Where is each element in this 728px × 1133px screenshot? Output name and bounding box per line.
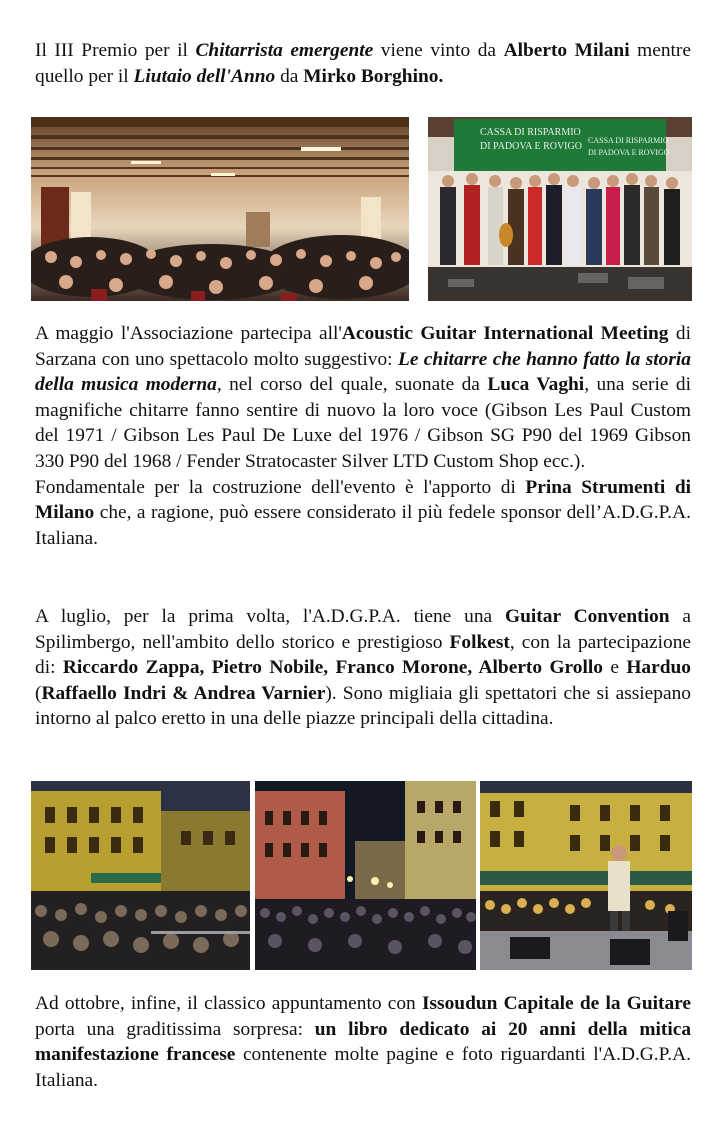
- text-run: Fondamentale per la costruzione dell'evento è l'apporto di: [35, 476, 526, 498]
- text-run: porta una graditissima sorpresa:: [35, 1018, 315, 1040]
- text-run: A maggio l'Associazione partecipa all': [35, 323, 342, 344]
- text-run: e: [602, 657, 627, 679]
- festival-name: Folkest: [449, 631, 510, 653]
- award-category-emergent: Chitarrista emergente: [195, 40, 374, 61]
- event-name: Issoudun Capitale de la Guitare: [421, 993, 692, 1014]
- award-category-luthier: Liutaio dell'Anno: [133, 65, 276, 87]
- photo-night-street-crowd: [255, 781, 476, 970]
- photo-night-stage-performer: [480, 781, 692, 970]
- text-run: ). Sono migliaia gli spettatori che si assiepano intorno al palco eretto in una delle piazze principali della cittadina.: [35, 682, 691, 730]
- band-members: Raffaello Indri & Andrea Varnier: [41, 682, 326, 704]
- paragraph-october-issoudun: [35, 991, 691, 1093]
- photo-night-square-crowd: [31, 781, 250, 970]
- photo-stage-group: [428, 117, 692, 301]
- winner-name: Alberto Milani: [503, 40, 630, 61]
- text-run: , nel corso del quale, suonate da: [216, 374, 488, 396]
- text-run: mentre quello per il: [35, 40, 691, 87]
- banner-text-line1: CASSA DI RISPARMIO: [480, 127, 581, 138]
- band-name: Harduo: [626, 657, 691, 679]
- book-description: un libro dedicato ai 20 anni della mitica manifestazione francese: [35, 1018, 692, 1066]
- performer-name: Luca Vaghi: [487, 374, 585, 396]
- text-run: da: [275, 65, 304, 87]
- text-run: che, a ragione, può essere considerato il più fedele sponsor dell’A.D.G.P.A. Italiana.: [35, 502, 691, 549]
- event-name: Acoustic Guitar International Meeting: [341, 323, 669, 344]
- photo-audience-hall: [31, 117, 409, 301]
- banner-text-line1-right: CASSA DI RISPARMIO: [588, 136, 669, 145]
- banner-text-line2: DI PADOVA E ROVIGO: [480, 141, 582, 152]
- paragraph-july-convention: [35, 604, 691, 732]
- paragraph-may-meeting: [35, 321, 691, 551]
- performers-list: Riccardo Zappa, Pietro Nobile, Franco Morone, Alberto Grollo: [62, 657, 603, 679]
- sponsor-name: Prina Strumenti di Milano: [35, 476, 691, 524]
- text-run: , con la partecipazione di:: [35, 631, 691, 679]
- banner-text-line2-right: DI PADOVA E ROVIGO: [588, 148, 670, 157]
- text-run: A luglio, per la prima volta, l'A.D.G.P.A. tiene una: [35, 606, 506, 627]
- winner-name: Mirko Borghino.: [303, 65, 444, 87]
- text-run: di Sarzana con uno spettacolo molto suggestivo:: [35, 323, 691, 370]
- event-name: Guitar Convention: [505, 606, 670, 627]
- text-run: Ad ottobre, infine, il classico appuntamento con: [35, 993, 422, 1014]
- text-run: , una serie di magnifiche chitarre fanno sentire di nuovo la loro voce (Gibson Les Paul Custom del 1971 / Gibson Les Paul De Luxe del 1976 / Gibson SG P90 del 1969 Gibson 330 P90 del 1968 / Fender Stratocaster Silver LTD Custom Shop ecc.).: [35, 374, 691, 472]
- text-run: viene vinto da: [373, 40, 504, 61]
- paragraph-awards: [35, 38, 691, 89]
- text-run: Il III Premio per il: [35, 40, 196, 61]
- text-run: a Spilimbergo, nell'ambito dello storico e prestigioso: [35, 606, 691, 653]
- text-run: (: [35, 682, 42, 704]
- show-title: Le chitarre che hanno fatto la storia della musica moderna: [35, 348, 691, 396]
- text-run: contenente molte pagine e foto riguardanti l'A.D.G.P.A. Italiana.: [35, 1044, 691, 1091]
